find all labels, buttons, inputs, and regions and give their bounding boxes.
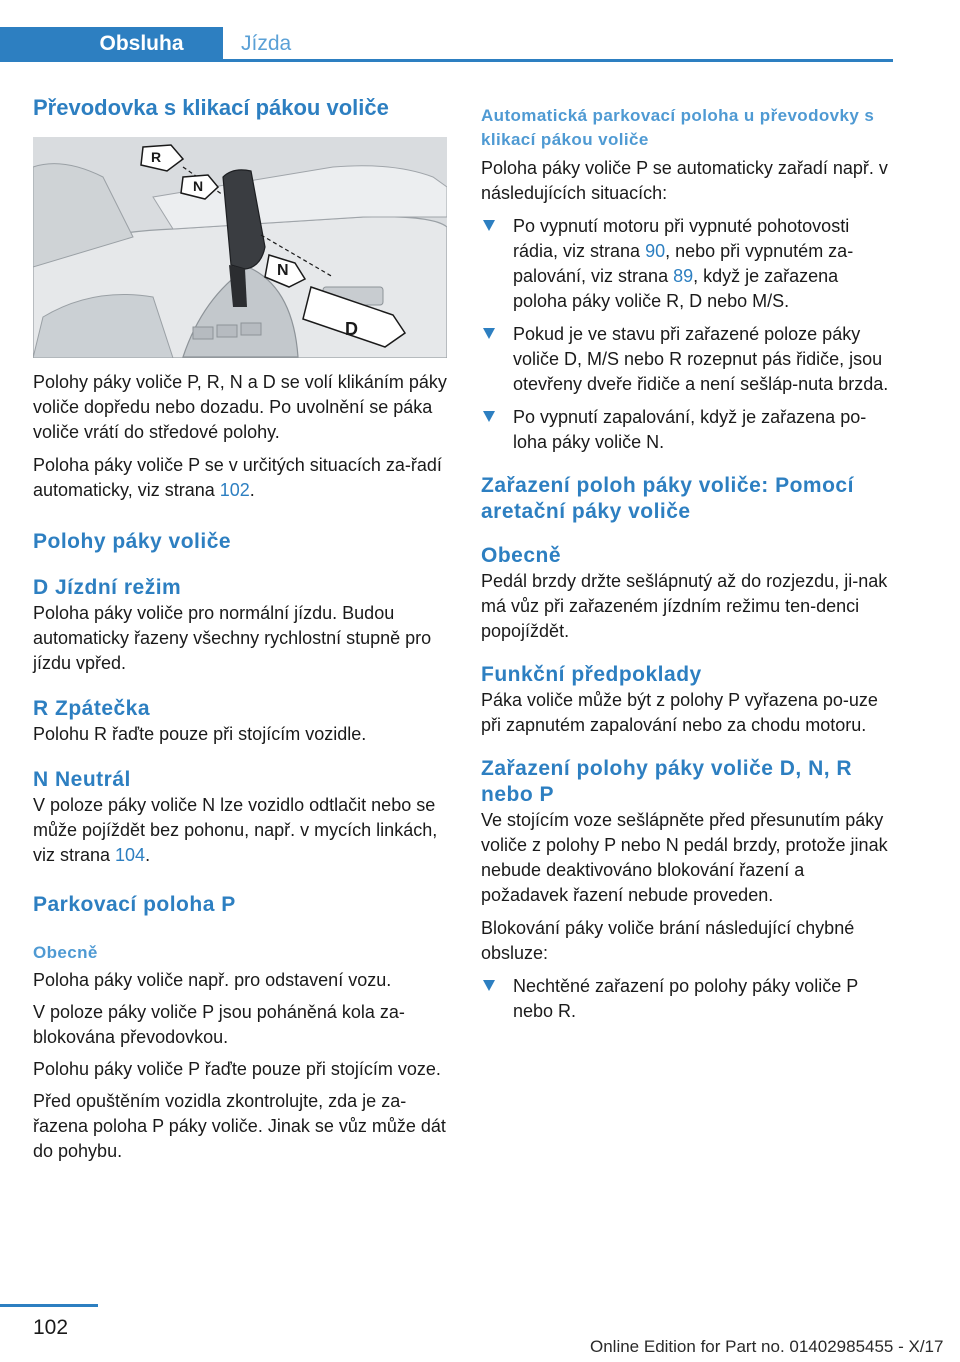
heading-park: Parkovací poloha P	[33, 893, 236, 916]
tab-jizda[interactable]: Jízda	[241, 32, 292, 55]
auto-p-paragraph	[33, 453, 447, 503]
left-column	[33, 94, 447, 1164]
heading-reverse: R Zpátečka	[33, 697, 151, 720]
triangle-bullet-icon	[483, 980, 495, 991]
label-n-upper: N	[193, 178, 204, 194]
header-bar	[0, 0, 893, 60]
list-item	[481, 405, 893, 455]
auto-park-paragraph: Poloha páky voliče P se automaticky zařadí např. v následujících situacích:	[481, 158, 888, 203]
auto-p-text: Poloha páky voliče P se v určitých situacích za‐řadí automaticky, viz strana	[33, 455, 442, 500]
page-link-89[interactable]: 89	[673, 266, 694, 286]
triangle-bullet-icon	[483, 220, 495, 231]
park-paragraph-1: Poloha páky voliče např. pro odstavení vozu.	[33, 970, 392, 990]
list-item	[481, 214, 893, 314]
label-d: D	[345, 319, 358, 339]
heading-prerequisites: Funkční předpoklady	[481, 663, 702, 686]
neutral-text: V poloze páky voliče N lze vozidlo odtlačit nebo se může pojíždět bez pohonu, např. v mycích linkách, viz strana	[33, 795, 438, 865]
label-n-lower: N	[277, 262, 289, 279]
heading-shift-positions: Zařazení polohy páky voliče D, N, R nebo P	[481, 757, 853, 806]
list-item	[481, 322, 893, 397]
neutral-end: .	[145, 845, 151, 865]
heading-general: Obecně	[481, 544, 562, 567]
bullet-4-text: Nechtěné zařazení po polohy páky voliče P nebo R.	[513, 976, 858, 1021]
section-title-transmission: Převodovka s klikací pákou voliče	[33, 95, 389, 120]
bullet-1-text-c: , když je zařazena poloha páky voliče R, D nebo M/S.	[513, 266, 839, 311]
gear-selector-drawing	[33, 137, 447, 358]
heading-aretation: Zařazení poloh páky voliče: Pomocí aretační páky voliče	[481, 474, 854, 523]
triangle-bullet-icon	[483, 411, 495, 422]
triangle-bullet-icon	[483, 328, 495, 339]
gear-selector-illustration	[33, 137, 447, 358]
header-divider	[0, 59, 893, 62]
heading-park-general: Obecně	[33, 943, 98, 962]
auto-park-list	[481, 214, 893, 455]
shift-list	[481, 974, 893, 1024]
label-r: R	[151, 149, 162, 165]
bullet-2-text: Pokud je ve stavu při zařazené poloze páky voliče D, M/S nebo R rozepnut pás řidiče, jsou otevřeny dveře řidiče a není sešláp‐nuta brzda.	[513, 324, 889, 394]
general-paragraph: Pedál brzdy držte sešlápnutý až do rozjezdu, ji‐nak má vůz při zařazeném jízdním režimu ten‐denci popojíždět.	[481, 571, 888, 641]
edition-text: Online Edition for Part no. 01402985455 - X/17	[590, 1337, 944, 1356]
park-paragraph-4: Před opuštěním vozidla zkontrolujte, zda je za‐řazena poloha P páky voliče. Jinak se vůz může dát do pohybu.	[33, 1091, 446, 1161]
intro-paragraph: Polohy páky voliče P, R, N a D se volí klikáním páky voliče dopředu nebo dozadu. Po uvolnění se páka voliče vrátí do středové polohy.	[33, 372, 447, 442]
shift-paragraph-1: Ve stojícím voze sešlápněte před přesunutím páky voliče z polohy P nebo N pedál brzdy, protože jinak nebude deaktivováno blokování řazení a požadavek řazení nebude proveden.	[481, 810, 888, 905]
bullet-3-text: Po vypnutí zapalování, když je zařazena po‐loha páky voliče N.	[513, 407, 867, 452]
heading-neutral: N Neutrál	[33, 768, 131, 791]
reverse-paragraph: Polohu R řaďte pouze při stojícím vozidle.	[33, 724, 367, 744]
page-link-90[interactable]: 90	[645, 241, 666, 261]
shift-paragraph-2: Blokování páky voliče brání následující chybné obsluze:	[481, 918, 855, 963]
page-number: 102	[33, 1316, 69, 1339]
heading-drive: D Jízdní režim	[33, 576, 182, 599]
footer-divider	[0, 1304, 98, 1307]
tab-obsluha[interactable]: Obsluha	[0, 27, 223, 61]
page-link-102[interactable]: 102	[219, 480, 250, 500]
prerequisites-paragraph: Páka voliče může být z polohy P vyřazena po‐uze při zapnutém zapalování nebo za chodu motoru.	[481, 690, 878, 735]
page-link-104[interactable]: 104	[115, 845, 146, 865]
right-column	[481, 104, 893, 1024]
park-paragraph-2: V poloze páky voliče P jsou poháněná kola za‐blokována převodovkou.	[33, 1002, 405, 1047]
list-item	[481, 974, 893, 1024]
park-paragraph-3: Polohu páky voliče P řaďte pouze při stojícím voze.	[33, 1059, 441, 1079]
bullet-1-text-b: , nebo při vypnutém za‐palování, viz strana	[513, 241, 854, 286]
heading-positions: Polohy páky voliče	[33, 530, 232, 553]
neutral-paragraph	[33, 793, 447, 868]
bullet-1-text-a: Po vypnutí motoru při vypnuté pohotovosti rádia, viz strana	[513, 216, 850, 261]
heading-auto-park: Automatická parkovací poloha u převodovky s klikací pákou voliče	[481, 106, 875, 149]
auto-p-end: .	[249, 480, 255, 500]
drive-paragraph: Poloha páky voliče pro normální jízdu. Budou automaticky řazeny všechny rychlostní stupně pro jízdu vpřed.	[33, 603, 432, 673]
